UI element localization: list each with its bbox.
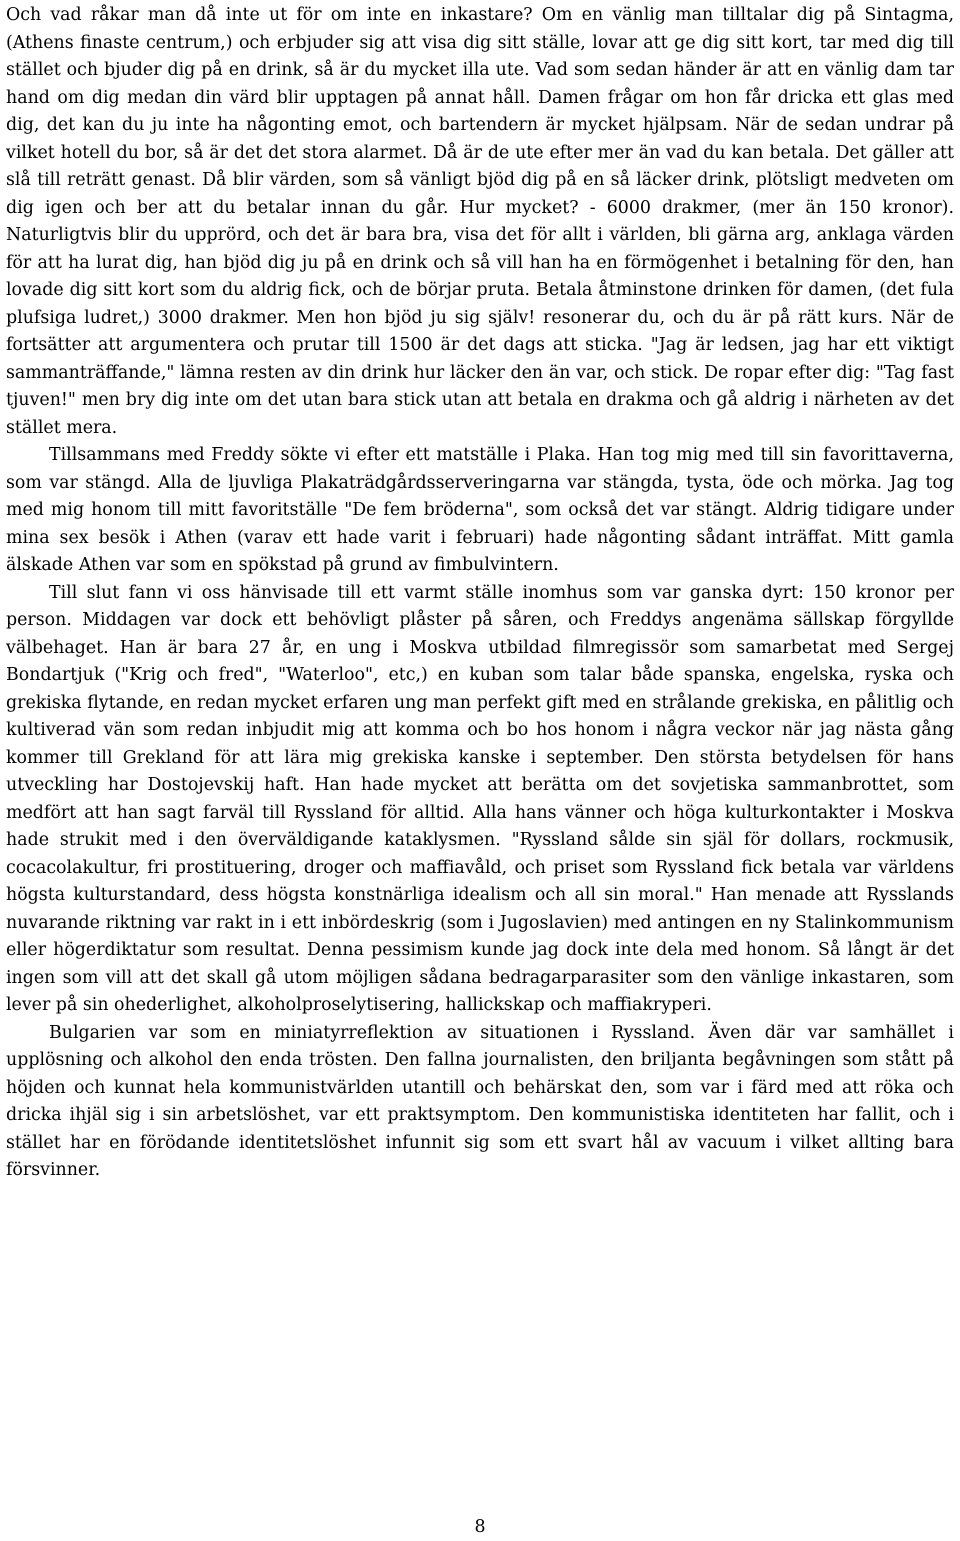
- paragraph-1: Och vad råkar man då inte ut för om inte en inkastare? Om en vänlig man tilltalar dig på Sintagma, (Athens finaste centrum,) och erbjuder sig att visa dig sitt ställe, lovar att ge dig sitt kort, tar med dig till stället och bjuder dig på en drink, så är du mycket illa ute. Vad som sedan händer är att en vänlig dam tar hand om dig medan din värd blir upptagen på annat håll. Damen frågar om hon får dricka ett glas med dig, det kan du ju inte ha någonting emot, och bartendern är mycket hjälpsam. När de sedan undrar på vilket hotell du bor, så är det det stora alarmet. Då är de ute efter mer än vad du kan betala. Det gäller att slå till reträtt genast. Då blir värden, som så vänligt bjöd dig på en så läcker drink, plötsligt medveten om dig igen och ber att du betalar innan du går. Hur mycket? - 6000 drakmer, (mer än 150 kronor). Naturligtvis blir du upprörd, och det är bara bra, visa det för allt i världen, bli gärna arg, anklaga värden för att ha lurat dig, han bjöd dig ju på en drink och så vill han ha en förmögenhet i betalning för den, han lovade dig sitt kort som du aldrig fick, och de börjar pruta. Betala åtminstone drinken för damen, (det fula plufsiga ludret,) 3000 drakmer. Men hon bjöd ju sig själv! resonerar du, och du är på rätt kurs. När de fortsätter att argumentera och prutar till 1500 är det dags att sticka. "Jag är ledsen, jag har ett viktigt sammanträffande," lämna resten av din drink hur läcker den än var, och stick. De ropar efter dig: "Tag fast tjuven!" men bry dig inte om det utan bara stick utan att betala en drakma och gå aldrig i närheten av det stället mera.: [6, 5, 954, 438]
- body-text: [6, 2, 954, 1185]
- paragraph-2: Tillsammans med Freddy sökte vi efter ett matställe i Plaka. Han tog mig med till sin favorittaverna, som var stängd. Alla de ljuvliga Plakaträdgårdsserveringarna var stängda, tysta, öde och mörka. Jag tog med mig honom till mitt favoritställe "De fem bröderna", som också det var stängt. Aldrig tidigare under mina sex besök i Athen (varav ett hade varit i februari) hade någonting sådant inträffat. Mitt gamla älskade Athen var som en spökstad på grund av fimbulvintern.: [6, 445, 954, 575]
- paragraph-3: Till slut fann vi oss hänvisade till ett varmt ställe inomhus som var ganska dyrt: 150 kronor per person. Middagen var dock ett behövligt plåster på såren, och Freddys angenäma sällskap förgyllde välbehaget. Han är bara 27 år, en ung i Moskva utbildad filmregissör som samarbetat med Sergej Bondartjuk ("Krig och fred", "Waterloo", etc,) en kuban som talar både spanska, engelska, ryska och grekiska flytande, en redan mycket erfaren ung man perfekt gift med en strålande grekiska, en pålitlig och kultiverad vän som redan inbjudit mig att komma och bo hos honom i några veckor när jag nästa gång kommer till Grekland för att lära mig grekiska kanske i september. Den största betydelsen för hans utveckling har Dostojevskij haft. Han hade mycket att berätta om det sovjetiska sammanbrottet, som medfört att han sagt farväl till Ryssland för alltid. Alla hans vänner och höga kulturkontakter i Moskva hade strukit med i den överväldigande kataklysmen. "Ryssland sålde sin själ för dollars, rockmusik, cocacolakultur, fri prostituering, droger och maffiavåld, och priset som Ryssland fick betala var världens högsta kulturstandard, dess högsta konstnärliga idealism och all sin moral." Han menade att Rysslands nuvarande riktning var rakt in i ett inbördeskrig (som i Jugoslavien) med antingen en ny Stalinkommunism eller högerdiktatur som resultat. Denna pessimism kunde jag dock inte dela med honom. Så långt är det ingen som vill att det skall gå utom möjligen sådana bedragarparasiter som den vänlige inkastaren, som lever på sin ohederlighet, alkoholproselytisering, hallickskap och maffiakryperi.: [6, 582, 954, 1015]
- paragraph-4: Bulgarien var som en miniatyrreflektion av situationen i Ryssland. Även där var samhället i upplösning och alkohol den enda trösten. Den fallna journalisten, den briljanta begåvningen som stått på höjden och kunnat hela kommunistvärlden utantill och behärskat den, som var i färd med att röka och dricka ihjäl sig i sin arbetslöshet, var ett praktsymptom. Den kommunistiska identiteten har fallit, och i stället har en förödande identitetslöshet infunnit sig som ett svart hål av vacuum i vilket allting bara försvinner.: [6, 1022, 954, 1180]
- page-number: 8: [474, 1517, 486, 1537]
